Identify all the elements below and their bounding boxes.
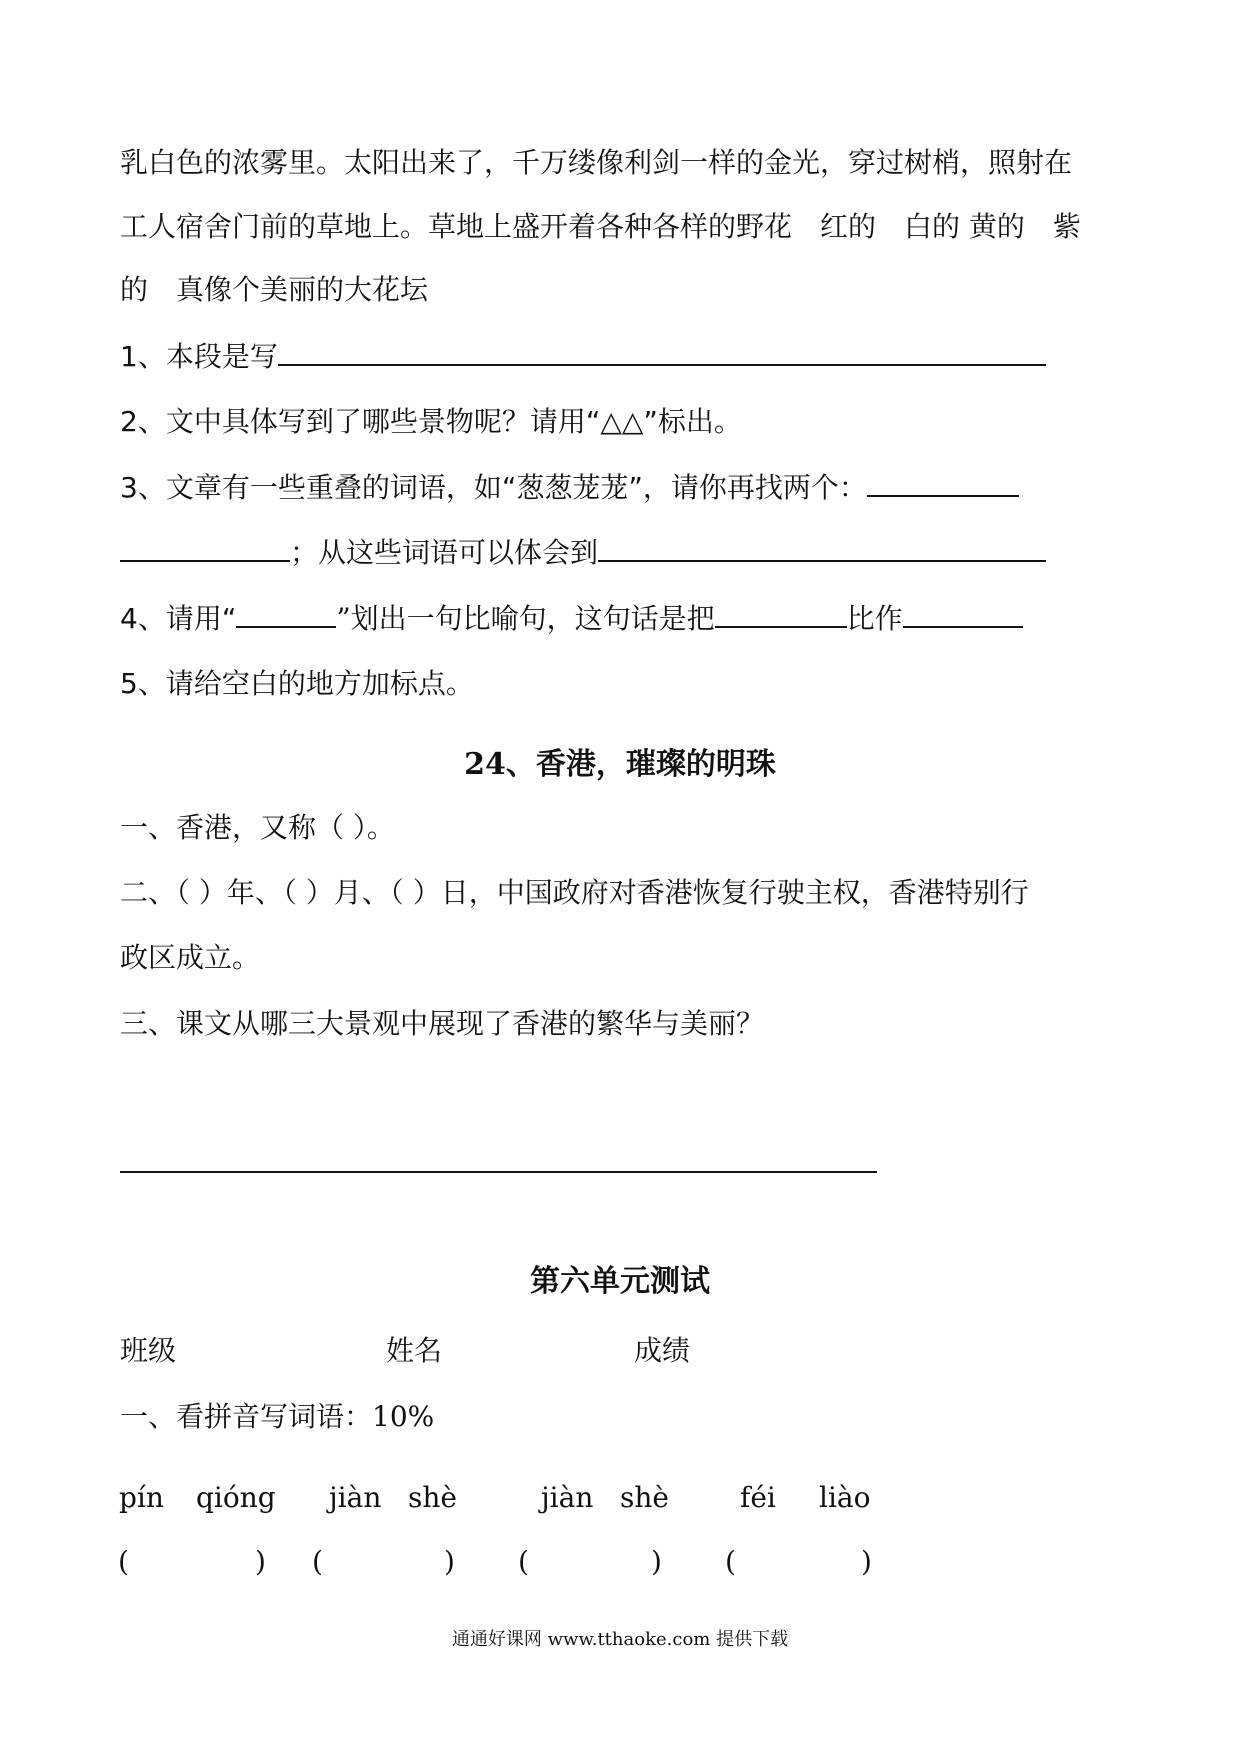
question-3	[120, 468, 1019, 508]
pinyin-syllable: shè	[408, 1481, 457, 1514]
answer-blank[interactable]	[120, 538, 290, 562]
pinyin-syllable: pín	[119, 1481, 164, 1514]
underline-sample	[236, 604, 336, 628]
pinyin-syllable: qióng	[196, 1481, 276, 1514]
answer-blank[interactable]	[598, 538, 1046, 562]
paren-close: )	[651, 1545, 662, 1578]
question-5-text: 5、请给空白的地方加标点。	[120, 667, 474, 700]
question-4	[120, 599, 1023, 639]
section-24-title: 24、香港，璀璨的明珠	[464, 747, 776, 782]
paren-open: (	[518, 1545, 529, 1578]
question-4-text-2: ”划出一句比喻句，这句话是把	[336, 602, 715, 635]
passage-line-3: 的 真像个美丽的大花坛	[120, 273, 429, 306]
question-3-text-2: ；从这些词语可以体会到	[290, 536, 599, 569]
section-24-q2-continued: 政区成立。	[120, 941, 261, 974]
answer-blank[interactable]	[903, 604, 1023, 628]
class-label: 班级	[120, 1334, 177, 1367]
pinyin-syllable: jiàn	[541, 1481, 594, 1514]
question-1-text: 1、本段是写	[120, 340, 278, 373]
passage-line-1: 乳白色的浓雾里。太阳出来了，千万缕像利剑一样的金光，穿过树梢，照射在	[120, 146, 1073, 179]
paren-open: (	[118, 1545, 129, 1578]
pinyin-syllable: féi	[740, 1481, 776, 1514]
question-4-text-1: 4、请用“	[120, 602, 237, 635]
answer-blank[interactable]	[867, 473, 1019, 497]
name-label: 姓名	[386, 1334, 443, 1367]
question-2-text: 2、文中具体写到了哪些景物呢？请用“△△”标出。	[120, 405, 742, 438]
question-1	[120, 337, 1046, 377]
section-24-q1: 一、香港，又称（ ）。	[120, 811, 395, 844]
question-3-text: 3、文章有一些重叠的词语，如“葱葱茏茏”，请你再找两个：	[120, 471, 867, 504]
section-24-q2: 二、（ ）年、（ ）月、（ ）日，中国政府对香港恢复行驶主权，香港特别行	[120, 876, 1029, 909]
page-footer: 通通好课网 www.tthaoke.com 提供下载	[451, 1629, 789, 1650]
pinyin-syllable: shè	[620, 1481, 669, 1514]
paren-open: (	[312, 1545, 323, 1578]
unit-6-title: 第六单元测试	[530, 1264, 710, 1299]
paren-close: )	[861, 1545, 872, 1578]
score-label: 成绩	[634, 1334, 691, 1367]
answer-blank[interactable]	[278, 342, 1046, 366]
pinyin-syllable: liào	[819, 1481, 871, 1514]
question-4-text-3: 比作	[846, 602, 903, 635]
section-24-q3: 三、课文从哪三大景观中展现了香港的繁华与美丽？	[120, 1007, 765, 1040]
pinyin-syllable: jiàn	[329, 1481, 382, 1514]
passage-line-2: 工人宿舍门前的草地上。草地上盛开着各种各样的野花 红的 白的 黄的 紫	[120, 210, 1081, 243]
paren-close: )	[444, 1545, 455, 1578]
unit-6-section-1: 一、看拼音写词语：10%	[120, 1400, 435, 1433]
question-3-continued	[120, 533, 1046, 573]
paren-close: )	[255, 1545, 266, 1578]
question-5	[120, 664, 474, 704]
question-2	[120, 402, 742, 442]
paren-open: (	[725, 1545, 736, 1578]
answer-line[interactable]	[120, 1171, 877, 1173]
answer-blank[interactable]	[715, 604, 847, 628]
